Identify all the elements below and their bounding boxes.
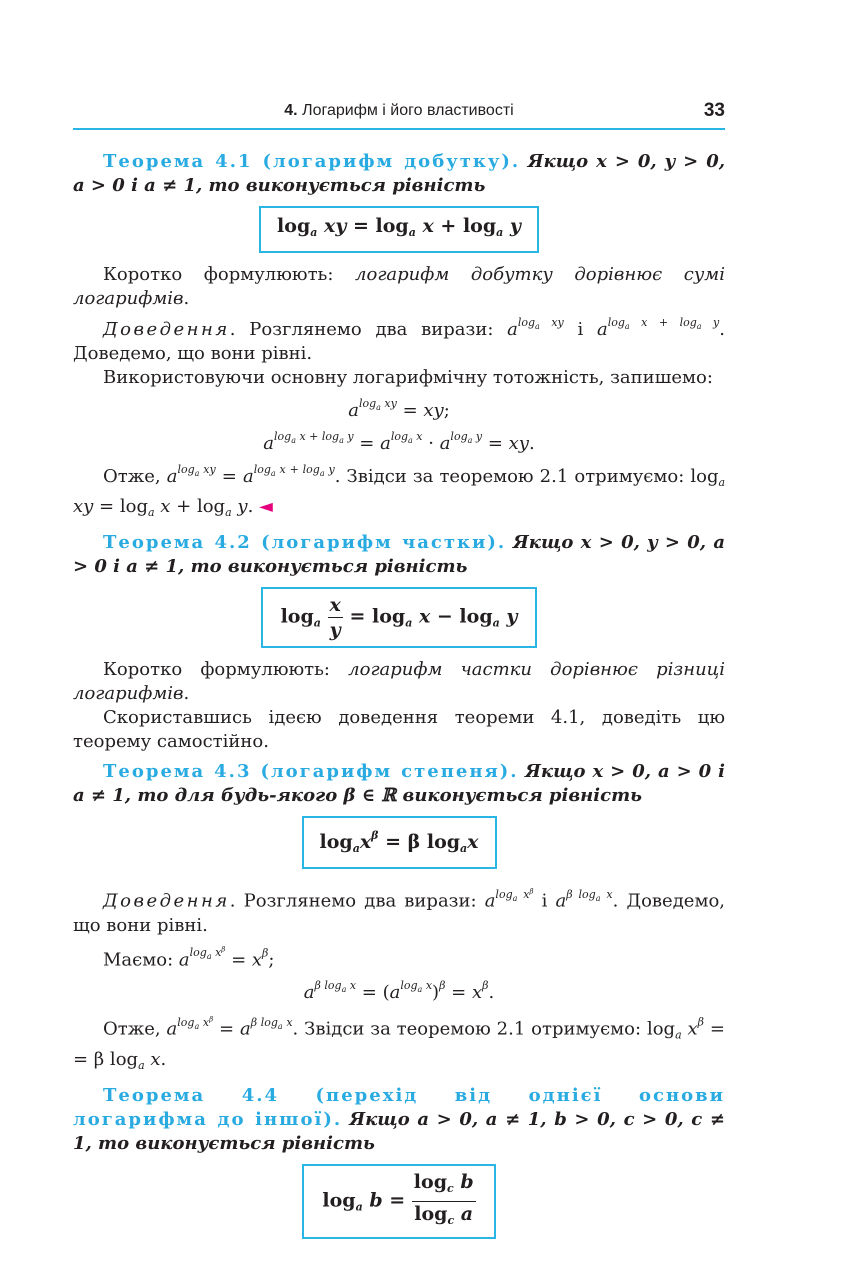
theorem-4-3-label: Теорема 4.3 (логарифм степеня). <box>103 761 519 782</box>
running-header <box>73 100 725 126</box>
chapter-title <box>73 102 725 120</box>
proof-4-1-intro: Доведення. Розглянемо два вирази: $a^{log_a xy}$ і $a^{log_a x + log_a y}$. Доведемо, що вони рівні. <box>73 316 725 364</box>
theorem-4-4-label: Теорема 4.4 (перехід від однієї основи логарифма до іншої). <box>73 1084 725 1130</box>
proof-4-1-conclusion: Отже, $a^{log_a xy} = a^{log_a x + log_a y}$. Звідси за теоремою 2.1 отримуємо: $\log_a$ xy = $\log_a x + \log_a y$. ◄ <box>73 463 726 519</box>
chapter-number: 4. <box>284 102 298 119</box>
formula-box-power <box>73 816 725 869</box>
formula-box-change-base <box>73 1164 725 1239</box>
page-number: 33 <box>703 100 725 121</box>
proof-4-3-intro: Доведення. Розглянемо два вирази: $a^{log_a x^\beta}$ і $a^{\beta log_a x}$. Доведемо, що вони рівні. <box>73 887 726 936</box>
theorem-4-2-condition: Якщо x > 0, y > 0, a > 0 і a ≠ 1, то виконується рівність <box>73 532 725 577</box>
short-form-quotient: Коротко формулюють: логарифм частки дорівнює різниці логарифмів. <box>73 659 725 704</box>
equation-1: $a^{log_a xy}$ = xy; <box>348 397 450 421</box>
proof-4-3-conclusion: Отже, $a^{log_a x^\beta} = a^{\beta log_a x}$. Звідси за теоремою 2.1 отримуємо: $\log_a x^\beta$ = = β $\log_a x$. <box>73 1015 725 1072</box>
theorem-4-1-label: Теорема 4.1 (логарифм добутку). <box>103 151 521 172</box>
theorem-4-1 <box>73 150 725 198</box>
chapter-name: Логарифм і його властивості <box>302 102 514 119</box>
theorem-4-2-label: Теорема 4.2 (логарифм частки). <box>103 532 507 553</box>
formula-box-product <box>73 206 725 253</box>
proof-label: Доведення <box>103 319 230 340</box>
proof-label-2: Доведення <box>103 890 230 912</box>
page-content <box>73 150 725 1249</box>
formula-quotient: $\log_a$ $\frac{x}{y}$ = $\log_a x - \log_a y$ <box>261 587 538 648</box>
formula-box-quotient <box>73 587 725 648</box>
theorem-4-4 <box>73 1084 725 1156</box>
short-form-product: Коротко формулюють: логарифм добутку дорівнює сумі логарифмів. <box>73 264 725 309</box>
proof-4-3-have: Маємо: $a^{log_a x^\beta} = x^\beta$; <box>103 945 275 971</box>
theorem-4-2 <box>73 531 725 579</box>
formula-change-base: $\log_a b$ = $\frac{\log_c b}{\log_c a}$ <box>302 1164 495 1239</box>
theorem-4-1-condition: Якщо x > 0, y > 0, a > 0 і a ≠ 1, то виконується рівність <box>73 151 725 196</box>
formula-power: $\log_ax^\beta = \beta$ $\log_ax$ <box>302 816 497 869</box>
formula-product: $\log_a$ xy = $\log_a x + \log_a y$ <box>259 206 539 253</box>
header-rule <box>73 128 725 130</box>
qed-marker: ◄ <box>259 496 273 517</box>
theorem-4-3-condition: Якщо x > 0, a > 0 і a ≠ 1, то для будь-якого β ∈ ℝ виконується рівність <box>73 761 725 806</box>
using-identity: Використовуючи основну логарифмічну тотожність, запишемо: <box>103 367 713 388</box>
equation-2: $a^{log_a x + log_a y} = a^{log_a x} \cdot a^{log_a y}$ = xy. <box>263 430 535 454</box>
theorem-4-4-condition: Якщо a > 0, a ≠ 1, b > 0, c > 0, c ≠ 1, то виконується рівність <box>73 1108 725 1154</box>
self-proof-note: Скориставшись ідеєю доведення теореми 4.1, доведіть цю теорему самостійно. <box>73 707 725 752</box>
equation-3: $a^{\beta log_a x} = (a^{log_a x})^\beta = x^\beta$. <box>303 979 495 1004</box>
theorem-4-3 <box>73 760 725 808</box>
